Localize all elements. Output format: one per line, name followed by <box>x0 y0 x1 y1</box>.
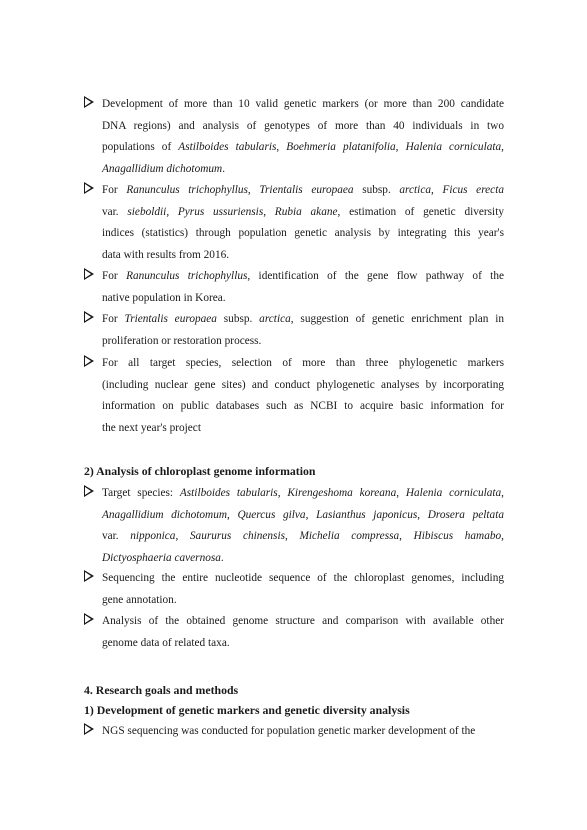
bullet-first-line: Target species: Astilboides tabularis, Kirengeshoma koreana, Halenia corniculata, <box>84 483 504 505</box>
triangle-right-icon <box>84 266 102 288</box>
bullet-continuation-line: (including nuclear gene sites) and conduct phylogenetic analyses by incorporating <box>102 378 504 391</box>
bullet-item <box>84 611 504 654</box>
triangle-right-icon <box>84 94 102 116</box>
bullet-first-line: NGS sequencing was conducted for population genetic marker development of the <box>84 721 504 743</box>
bullet-item <box>84 309 504 352</box>
bullet-item <box>84 180 504 266</box>
bullet-continuation-line: native population in Korea. <box>102 291 226 304</box>
triangle-right-icon <box>84 721 102 743</box>
bullet-first-line: For Ranunculus trichophyllus, Trientalis europaea subsp. arctica, Ficus erecta <box>84 180 504 202</box>
bullet-item <box>84 568 504 611</box>
triangle-right-icon <box>84 309 102 331</box>
bullet-continuation-line: gene annotation. <box>102 593 177 606</box>
bullet-continuation-line: Anagallidium dichotomum, Quercus gilva, Lasianthus japonicus, Drosera peltata <box>102 508 504 521</box>
bullet-continuation-line: indices (statistics) through population genetic analysis by integrating this year's <box>102 227 504 239</box>
bullet-continuation-line: the next year's project <box>102 421 201 434</box>
bullet-continuation-line: Anagallidium dichotomum. <box>102 162 226 175</box>
bullet-continuation-line: information on public databases such as NCBI to acquire basic information for <box>102 400 504 412</box>
bullet-first-line: For all target species, selection of more than three phylogenetic markers <box>84 353 504 375</box>
triangle-right-icon <box>84 568 102 590</box>
bullet-item <box>84 266 504 309</box>
heading-genetic-markers: 1) Development of genetic markers and genetic diversity analysis <box>84 703 410 717</box>
bullet-continuation-line: data with results from 2016. <box>102 248 230 261</box>
bullet-item <box>84 483 504 569</box>
bullet-continuation-line: proliferation or restoration process. <box>102 334 262 347</box>
bullet-first-line: For Ranunculus trichophyllus, identification of the gene flow pathway of the <box>84 266 504 288</box>
triangle-right-icon <box>84 611 102 633</box>
bullet-first-line: Sequencing the entire nucleotide sequence of the chloroplast genomes, including <box>84 568 504 590</box>
bullet-continuation-line: var. sieboldii, Pyrus ussuriensis, Rubia akane, estimation of genetic diversity <box>102 205 504 218</box>
heading-chloroplast: 2) Analysis of chloroplast genome information <box>84 464 316 478</box>
bullet-item <box>84 721 504 743</box>
triangle-right-icon <box>84 353 102 375</box>
triangle-right-icon <box>84 483 102 505</box>
heading-section-4: 4. Research goals and methods <box>84 683 239 697</box>
bullet-continuation-line: genome data of related taxa. <box>102 636 230 649</box>
bullet-continuation-line: Dictyosphaeria cavernosa. <box>102 551 224 564</box>
bullet-continuation-line: DNA regions) and analysis of genotypes of more than 40 individuals in two <box>102 119 504 132</box>
bullet-item <box>84 94 504 180</box>
triangle-right-icon <box>84 180 102 202</box>
bullet-item <box>84 353 504 439</box>
bullet-continuation-line: populations of Astilboides tabularis, Boehmeria platanifolia, Halenia corniculata, <box>102 141 504 153</box>
bullet-continuation-line: var. nipponica, Saururus chinensis, Michelia compressa, Hibiscus hamabo, <box>102 530 504 542</box>
bullet-first-line: Analysis of the obtained genome structure and comparison with available other <box>84 611 504 633</box>
bullet-first-line: For Trientalis europaea subsp. arctica, suggestion of genetic enrichment plan in <box>84 309 504 331</box>
bullet-first-line: Development of more than 10 valid genetic markers (or more than 200 candidate <box>84 94 504 116</box>
